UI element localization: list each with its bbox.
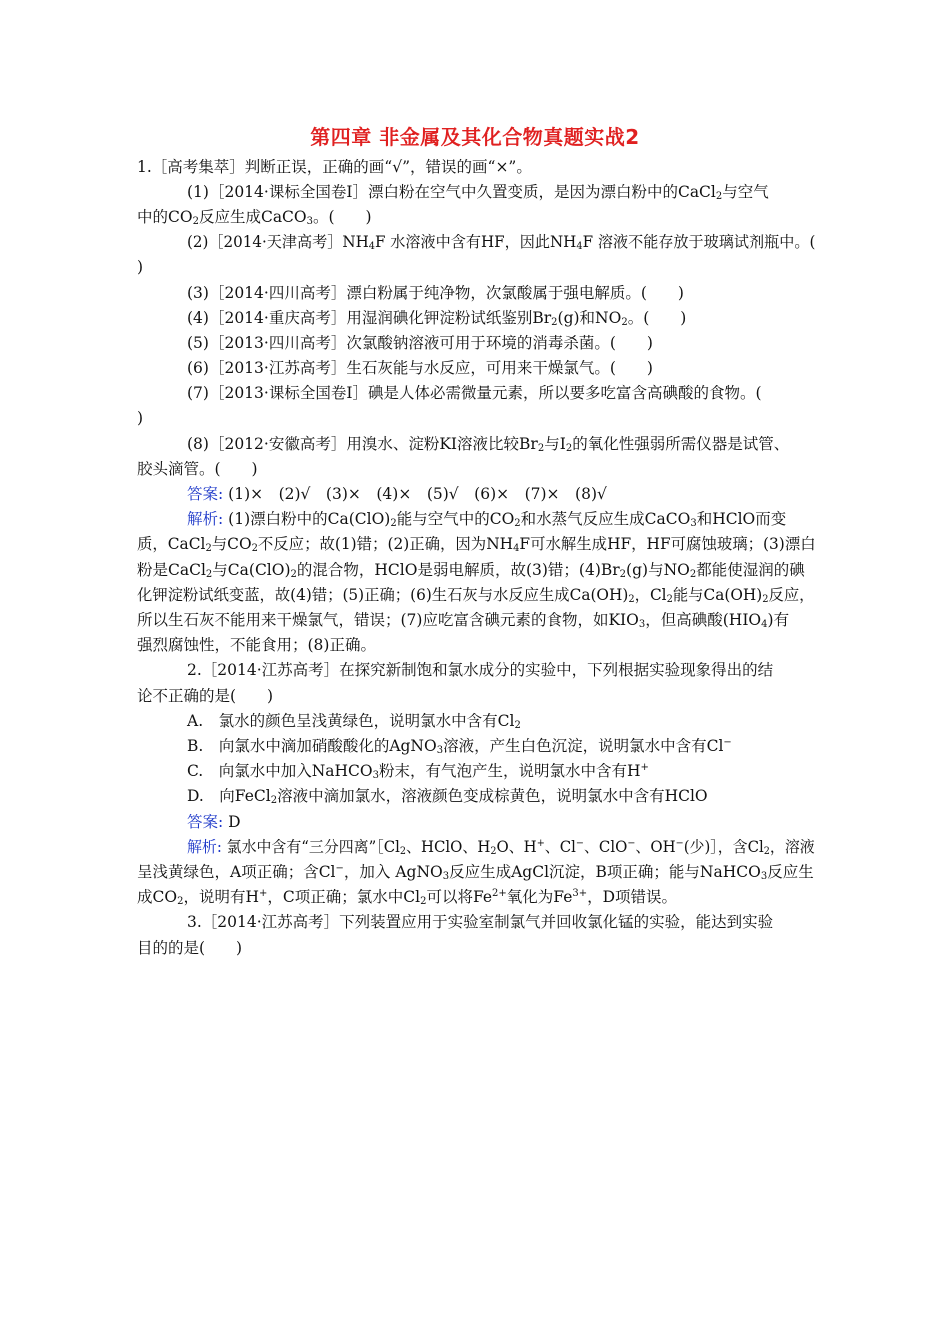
q2-option-c: C. 向氯水中加入NaHCO$_3$粉末，有气泡产生，说明氯水中含有H+ <box>187 762 649 781</box>
q1-item-5: (5)［2013·四川高考］次氯酸钠溶液可用于环境的消毒杀菌。( ) <box>187 334 653 352</box>
q2-option-a: A. 氯水的颜色呈浅黄绿色，说明氯水中含有$Cl_2$ <box>187 712 521 731</box>
analysis-label: 解析: <box>187 510 224 528</box>
q2-stem: 2.［2014·江苏高考］在探究新制饱和氯水成分的实验中，下列根据实验现象得出的结 <box>187 661 774 679</box>
q2-option-d: D. 向FeCl$_2$溶液中滴加氯水，溶液颜色变成棕黄色，说明氯水中含有HClO <box>187 787 708 806</box>
q1-item-1: (1)［2014·课标全国卷Ⅰ］漂白粉在空气中久置变质，是因为漂白粉中的CaCl$_2$与空气 <box>187 183 769 202</box>
q1-analysis-line-1: 解析: (1)漂白粉中的$Ca(ClO)_2$能与空气中的$CO_2$和水蒸气反应生成CaCO$_3$和HClO而变 <box>187 510 787 529</box>
q1-answer: 答案: (1)× (2)√ (3)× (4)× (5)√ (6)× (7)× (8)√ <box>187 485 607 503</box>
q1-item-6: (6)［2013·江苏高考］生石灰能与水反应，可用来干燥氯气。( ) <box>187 359 653 377</box>
q1-item-8: (8)［2012·安徽高考］用溴水、淀粉KI溶液比较$Br_2$与$I_2$的氧化性强弱所需仪器是试管、 <box>187 435 790 454</box>
q2-analysis-line-2: 呈浅黄绿色，A项正确；含Cl−，加入 AgNO$_3$反应生成AgCl沉淀，B项正确；能与NaHCO$_3$反应生 <box>137 863 814 882</box>
q2-analysis-line-1: 解析: 氯水中含有“三分四离$”[Cl_2$、HClO、$H_2O$、H+、Cl−、ClO−、OH−(少)］，含$Cl_2$，溶液 <box>187 838 815 857</box>
page-title: 第四章 非金属及其化合物真题实战2 <box>310 125 640 149</box>
q3-stem-cont: 目的的是( ) <box>137 939 243 957</box>
q1-analysis-line-3: 粉是CaCl$_2$与$Ca(ClO)_2$的混合物，HClO是弱电解质，故(3)错；$(4)Br_2(g)$与$NO_2$都能使湿润的碘 <box>137 561 805 580</box>
q2-stem-cont: 论不正确的是( ) <box>137 687 274 705</box>
q1-item-7: (7)［2013·课标全国卷Ⅰ］碘是人体必需微量元素，所以要多吃富含高碘酸的食物。( <box>187 384 762 402</box>
q3-stem: 3.［2014·江苏高考］下列装置应用于实验室制氯气并回收氯化锰的实验，能达到实验 <box>187 913 774 931</box>
q1-stem: 1.［高考集萃］判断正误，正确的画“√”，错误的画“×”。 <box>137 158 532 176</box>
q1-analysis-line-2: 质，CaCl$_2$与$CO_2$不反应；故(1)错；(2)正确，因为$NH_4F$可水解生成HF，HF可腐蚀玻璃；(3)漂白 <box>137 535 816 554</box>
q1-item-4: (4)［2014·重庆高考］用湿润碘化钾淀粉试纸鉴别$Br_2(g)$和$NO_2$。( ) <box>187 309 687 328</box>
answer-label: 答案: <box>187 813 224 831</box>
q2-analysis-line-3: 成$CO_2$，说明有H+，C项正确；氯水中$Cl_2$可以将$Fe^{2+}$氧化为$Fe^{3+}$，D项错误。 <box>137 888 678 907</box>
q1-item-2-cont: ) <box>137 258 144 276</box>
q1-item-8-cont: 胶头滴管。( ) <box>137 460 258 478</box>
answer-label: 答案: <box>187 485 224 503</box>
q1-analysis-line-6: 强烈腐蚀性，不能食用；(8)正确。 <box>137 636 376 654</box>
q1-item-1-cont: 中的$CO_2$反应生成CaCO$_3$。( ) <box>137 208 372 227</box>
q1-item-2: (2)［2014·天津高考$]NH_4F$ 水溶液中含有HF，因此$NH_4F$ 溶液不能存放于玻璃试剂瓶中。( <box>187 233 816 252</box>
q1-item-3: (3)［2014·四川高考］漂白粉属于纯净物，次氯酸属于强电解质。( ) <box>187 284 684 302</box>
q1-analysis-line-4: 化钾淀粉试纸变蓝，故(4)错；(5)正确；(6)生石灰与水反应生成$Ca(OH)_2$，$Cl_2$能与$Ca(OH)_2$反应， <box>137 586 815 605</box>
analysis-label: 解析: <box>187 838 222 856</box>
q2-option-b: B. 向氯水中滴加硝酸酸化的AgNO$_3$溶液，产生白色沉淀，说明氯水中含有Cl− <box>187 737 732 756</box>
q1-item-7-cont: ) <box>137 409 144 427</box>
q2-answer: 答案: D <box>187 813 241 831</box>
q1-analysis-line-5: 所以生石灰不能用来干燥氯气，错误；(7)应吃富含碘元素的食物，如$KIO_3$，但高碘酸$(HIO_4)$有 <box>137 611 790 630</box>
